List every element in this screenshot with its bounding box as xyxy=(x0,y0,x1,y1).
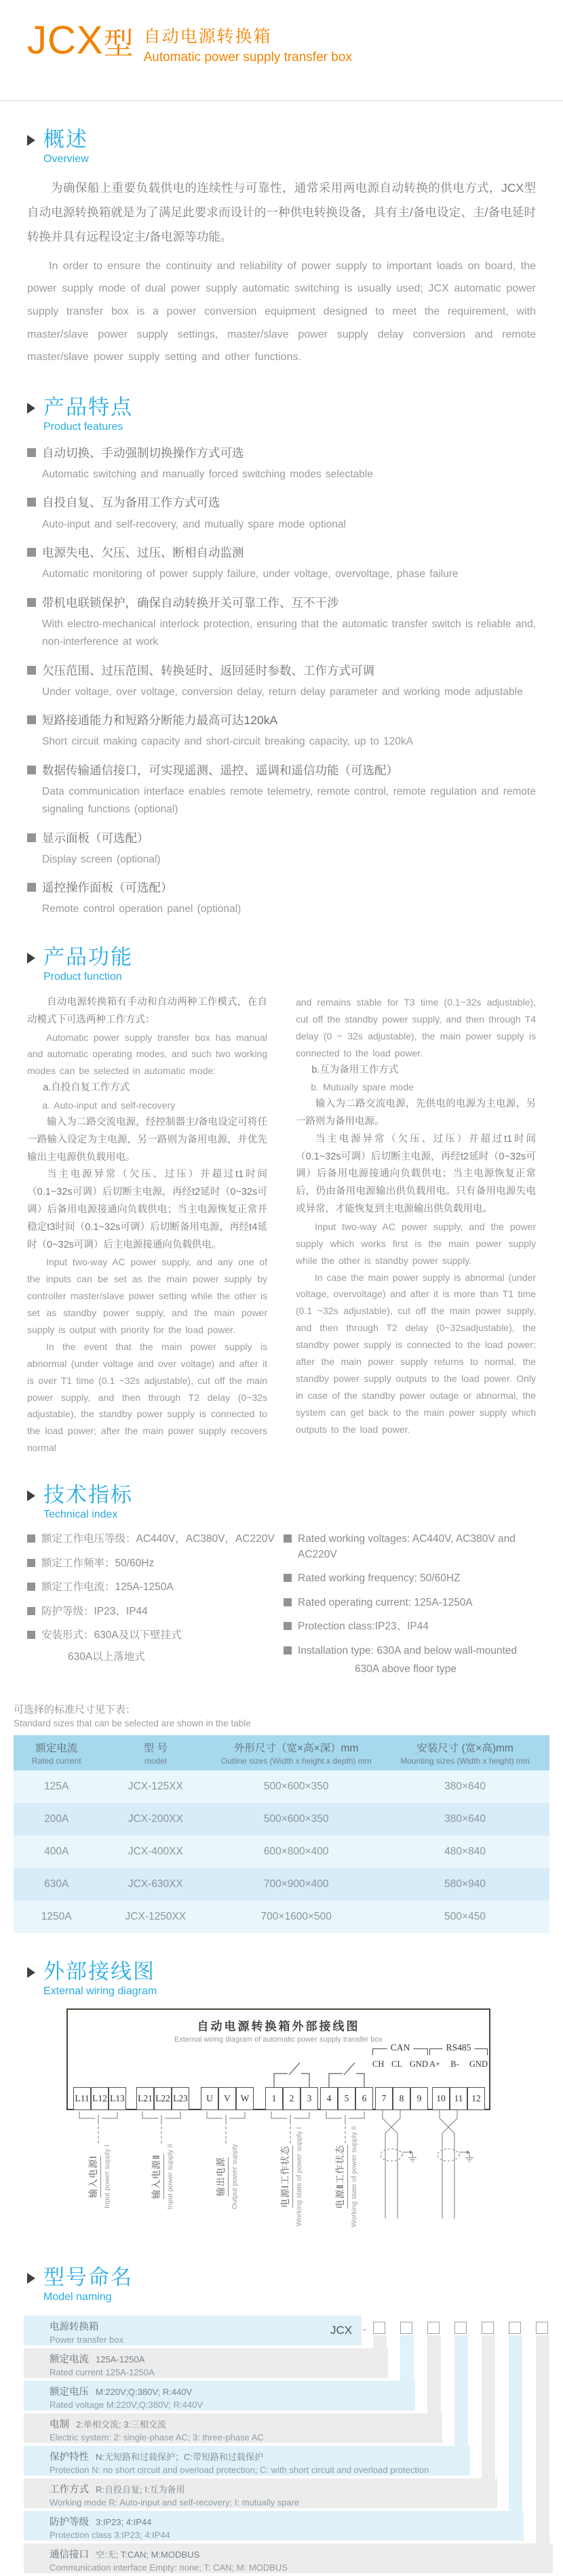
sizes-note-zh: 可选择的标准尺寸见下表： xyxy=(14,1704,136,1716)
naming-row-working-mode: 工作方式 R:自投自复; I:互为备用 Working mode R: Auto-input and self-recovery; I: mutually spare xyxy=(24,2478,497,2508)
section-overview xyxy=(0,128,563,369)
wiring-diagram-box xyxy=(66,2008,490,2110)
col-mounting-sizes: 安装尺寸 (宽×高)mm Mounting sizes (Width x height) mm xyxy=(381,1735,549,1770)
features-heading-en: Product features xyxy=(43,420,123,433)
terminal-cell: 3 xyxy=(300,2087,318,2110)
square-bullet-icon xyxy=(284,1622,292,1630)
table-row: 200A JCX-200XX 500×600×350 380×640 xyxy=(14,1803,549,1836)
naming-row-communication: 通信接口 空:无; T:CAN; M:MODBUS Communication interface Empty: none; T: CAN; M: MODBUS xyxy=(24,2543,553,2573)
naming-connector xyxy=(427,2335,441,2413)
terminal-group-input1 xyxy=(73,2087,126,2110)
feature-item xyxy=(27,494,536,534)
table-header-row xyxy=(14,1735,549,1770)
overview-heading-en: Overview xyxy=(43,153,89,165)
technical-item: 额定工作电压等级：AC440V，AC380V，AC220V xyxy=(27,1532,284,1547)
terminal-group-input2 xyxy=(136,2087,189,2110)
terminal-cell: V xyxy=(218,2087,236,2110)
square-bullet-icon xyxy=(284,1598,292,1606)
function-paragraph: a.自投自复工作方式 xyxy=(43,1082,130,1094)
function-paragraph: 自动电源转换箱有手动和自动两种工作模式，在自动模式下可选两种工作方式： xyxy=(27,996,267,1025)
function-paragraph: Input two-way AC power supply, and any one of the inputs can be set as the main power supply by controller master/slave power setting while the other is set as standby power supply, and the main power supply is output with priority for the load power. xyxy=(27,1256,267,1335)
technical-heading xyxy=(27,1484,536,1521)
square-bullet-icon xyxy=(27,1631,35,1639)
pin-gnd: GND xyxy=(469,2059,488,2069)
terminal-cell: 6 xyxy=(355,2087,373,2110)
technical-item: 防护等级：IP23、IP44 xyxy=(27,1604,284,1619)
square-bullet-icon xyxy=(27,883,36,892)
technical-item-continued: 630A above floor type xyxy=(355,1663,457,1676)
features-heading xyxy=(27,396,536,433)
feature-en: Automatic monitoring of power supply failure, under voltage, overvoltage, phase failure xyxy=(42,568,459,580)
header xyxy=(0,0,563,65)
naming-code-box xyxy=(454,2322,467,2334)
function-columns xyxy=(27,994,536,1457)
sizes-note xyxy=(14,1702,563,1728)
naming-code-box xyxy=(427,2322,440,2334)
triangle-bullet-icon xyxy=(27,1490,35,1501)
can-pins xyxy=(372,2059,428,2069)
vlabel-zh: 输出电源 xyxy=(213,2157,229,2196)
section-function xyxy=(0,946,563,1457)
terminal-cell: U xyxy=(201,2087,218,2110)
feature-zh: 数据传输通信接口，可实现遥测、遥控、遥调和遥信功能（可选配） xyxy=(42,763,398,777)
vlabel-zh: 输入电源Ⅱ xyxy=(149,2154,164,2199)
col-outline-sizes: 外形尺寸（宽×高×深）mm Outline sizes (Width x height x depth) mm xyxy=(212,1735,381,1770)
pin-gnd: GND xyxy=(409,2059,428,2069)
can-bracket-icon xyxy=(372,2042,428,2055)
overview-paragraph-en: In order to ensure the continuity and reliability of power supply to important loads on board, the power supply mode of dual power supply automatic switching is usually used; JCX automatic power supply transfer box is a power conversion equipment designed to meet the requirement, with master/slave power supply settings, master/slave power supply delay conversion and remote master/slave power supply setting and other functions. xyxy=(27,260,536,363)
can-bus-label xyxy=(372,2042,428,2069)
vlabel-zh: 电源Ⅰ工作状态 xyxy=(277,2145,293,2208)
wiring-heading xyxy=(27,1960,536,1998)
terminal-cell: L11 xyxy=(73,2087,91,2110)
vlabel-en: Input power supply I xyxy=(103,2145,111,2209)
wiring-heading-en: External wiring diagram xyxy=(43,1985,157,1998)
technical-item-continued: 630A以上落地式 xyxy=(68,1650,145,1663)
technical-en-list xyxy=(284,1532,536,1684)
terminal-group-output xyxy=(201,2087,254,2110)
feature-item xyxy=(27,829,536,869)
feature-item xyxy=(27,879,536,919)
function-paragraph: b. Mutually spare mode xyxy=(311,1082,414,1093)
feature-item xyxy=(27,761,536,819)
feature-en: Data communication interface enables remote telemetry, remote control, remote regulation and remote signaling functions (optional) xyxy=(42,785,536,816)
vertical-label-input1 xyxy=(79,2122,117,2231)
naming-prefix: JCX xyxy=(330,2324,353,2337)
technical-item: 额定工作频率：50/60Hz xyxy=(27,1556,284,1571)
function-paragraph: In the event that the main power supply is abnormal (under voltage and over voltage) and after it is over T1 time (0.1 ~32s adjustable), cut off the main power supply, and then through T2 delay (0~32s adjustable), the standby power supply is connected to the load power; after the main power supply recovers normal xyxy=(27,1341,267,1454)
overview-heading xyxy=(27,128,536,165)
square-bullet-icon xyxy=(27,1583,35,1591)
naming-connector xyxy=(536,2335,549,2543)
brand xyxy=(27,20,536,65)
naming-code-box xyxy=(373,2322,385,2334)
terminal-cell: 9 xyxy=(410,2087,428,2110)
feature-zh: 显示面板（可选配） xyxy=(42,831,149,845)
naming-connector xyxy=(373,2335,387,2349)
model-suffix: 型 xyxy=(103,27,134,60)
square-bullet-icon xyxy=(284,1646,292,1654)
section-features xyxy=(0,396,563,919)
feature-en: Auto-input and self-recovery, and mutually spare mode optional xyxy=(42,518,346,530)
rs485-pins xyxy=(429,2059,488,2069)
function-paragraph: a. Auto-input and self-recovery xyxy=(42,1100,176,1111)
naming-heading xyxy=(27,2266,536,2303)
feature-en: Display screen (optional) xyxy=(42,853,161,865)
triangle-bullet-icon xyxy=(27,135,35,146)
terminal-cell: 7 xyxy=(375,2087,393,2110)
square-bullet-icon xyxy=(27,498,36,507)
technical-heading-zh: 技术指标 xyxy=(43,1483,133,1507)
vlabel-en: Working state of power supply I xyxy=(295,2127,303,2227)
triangle-bullet-icon xyxy=(27,953,35,964)
feature-zh: 自投自复、互为备用工作方式可选 xyxy=(42,496,220,510)
square-bullet-icon xyxy=(27,1607,35,1615)
triangle-bullet-icon xyxy=(27,403,35,414)
technical-heading-en: Technical index xyxy=(43,1509,118,1521)
table-row: 630A JCX-630XX 700×900×400 580×940 xyxy=(14,1868,549,1901)
features-heading-zh: 产品特点 xyxy=(43,395,133,419)
naming-separator: - xyxy=(363,2324,366,2336)
naming-code-box xyxy=(536,2322,548,2334)
pin-b-minus: B- xyxy=(450,2059,459,2069)
terminal-cell: 8 xyxy=(393,2087,410,2110)
technical-item: Rated operating current: 125A-1250A xyxy=(284,1596,536,1610)
vertical-label-input2 xyxy=(142,2122,180,2231)
table-row: 400A JCX-400XX 600×800×400 480×840 xyxy=(14,1836,549,1868)
naming-connector xyxy=(482,2335,495,2478)
model-naming-diagram xyxy=(24,2316,553,2576)
feature-item xyxy=(27,594,536,652)
product-title-en: Automatic power supply transfer box xyxy=(143,50,352,64)
feature-zh: 自动切换、手动强制切换操作方式可选 xyxy=(42,445,244,460)
overview-paragraph-zh: 为确保船上重要负载供电的连续性与可靠性，通常采用两电源自动转换的供电方式，JCX型自动电源转换箱就是为了满足此要求而设计的一种供电转换设备，具有主/备电设定、主/备电延时转换并具有远程设定主/备电源等功能。 xyxy=(27,181,536,243)
naming-heading-en: Model naming xyxy=(43,2291,112,2303)
header-divider xyxy=(0,100,563,101)
function-paragraph: Automatic power supply transfer box has manual and automatic operating modes, and such two working modes can be selected in automatic mode: xyxy=(27,1031,267,1077)
rs485-bus-label xyxy=(429,2042,488,2069)
naming-row-electric-system: 电制 2:单相交流; 3:三相交流 Electric system: 2: single-phase AC; 3: three-phase AC xyxy=(24,2413,442,2443)
section-technical xyxy=(0,1484,563,1684)
terminal-cell: L22 xyxy=(154,2087,172,2110)
feature-item xyxy=(27,711,536,751)
rs485-bracket-icon xyxy=(429,2042,488,2055)
vlabel-zh: 电源Ⅱ工作状态 xyxy=(332,2145,348,2209)
feature-item xyxy=(27,444,536,484)
technical-item: Installation type: 630A and below wall-mounted xyxy=(284,1644,536,1659)
feature-item xyxy=(27,544,536,584)
square-bullet-icon xyxy=(27,598,36,607)
product-model xyxy=(27,20,134,62)
vertical-label-state2 xyxy=(326,2122,364,2231)
vlabel-en: Working state of power supply II xyxy=(350,2126,358,2227)
function-paragraph: Input two-way AC power supply, and the power supply which works first is the main power supply while the other is standby power supply. xyxy=(296,1221,536,1266)
naming-row-protection: 保护特性 N:无短路和过载保护；C:带短路和过载保护 Protection N: no short circuit and overload protection; C: with short circuit and overload protection xyxy=(24,2446,470,2476)
section-sizes xyxy=(0,1702,563,1933)
terminal-cell: L21 xyxy=(136,2087,154,2110)
model-code: JCX xyxy=(27,18,104,62)
terminal-cell: 10 xyxy=(432,2087,450,2110)
feature-en: With electro-mechanical interlock protection, ensuring that the automatic transfer switch is reliable and, non-interference at work xyxy=(42,618,536,648)
feature-zh: 短路接通能力和短路分断能力最高可达120kA xyxy=(42,713,278,728)
function-right-column xyxy=(296,994,536,1457)
vlabel-en: Input power supply II xyxy=(166,2143,174,2210)
terminal-cell: L12 xyxy=(91,2087,109,2110)
terminal-group-state2 xyxy=(320,2087,373,2110)
square-bullet-icon xyxy=(27,766,36,774)
function-paragraph: 输入为二路交流电源，经控制器主/备电设定可将任一路输入设定为主电源，另一路则为备用电源，并优先输出主电源供负载用电。 xyxy=(27,1116,267,1163)
feature-zh: 带机电联锁保护，确保自动转换开关可靠工作、互不干涉 xyxy=(42,595,339,610)
function-left-column xyxy=(27,994,267,1457)
pin-a-plus: A+ xyxy=(429,2059,441,2069)
function-paragraph: 当主电源异常（欠压、过压）并超过t1时间（0.1~32s可调）后切断主电源，再经t2延时（0~32s可调）后备用电源接通向负载供电；当主电源恢复正常后，仍由备用电源输出供负载用电。只有备用电源失电或异常，才能恢复到主电源输出供负载用电。 xyxy=(296,1133,536,1215)
square-bullet-icon xyxy=(27,448,36,457)
naming-row-protection-class: 防护等级 3:IP23; 4:IP44 Protection class 3:IP23; 4:IP44 xyxy=(24,2511,524,2541)
naming-row-rated-voltage: 额定电压 M:220V;Q:380V; R:440V Rated voltage M:220V;Q:380V; R:440V xyxy=(24,2381,415,2411)
function-paragraph: and remains stable for T3 time (0.1~32s adjustable), cut off the standby power supply, and then through T4 delay (0 ~ 32s adjustable), the main power supply is connected to the load power. xyxy=(296,996,536,1058)
feature-zh: 电源失电、欠压、过压、断相自动监测 xyxy=(42,545,244,559)
feature-zh: 欠压范围、过压范围、转换延时、返回延时参数、工作方式可调 xyxy=(42,663,374,677)
square-bullet-icon xyxy=(284,1574,292,1582)
wiring-heading-zh: 外部接线图 xyxy=(43,1960,155,1984)
technical-item: 安装形式：630A及以下壁挂式 xyxy=(27,1628,284,1643)
col-rated-current: 额定电流 Rated current xyxy=(14,1735,99,1770)
triangle-bullet-icon xyxy=(27,2273,35,2284)
naming-connector xyxy=(400,2335,414,2381)
table-row: 125A JCX-125XX 500×600×350 380×640 xyxy=(14,1770,549,1803)
feature-en: Automatic switching and manually forced switching modes selectable xyxy=(42,469,373,481)
wiring-diagram-title-en: External wiring diagram of automatic power supply transfer box xyxy=(174,2036,383,2044)
square-bullet-icon xyxy=(27,666,36,675)
terminal-group-can xyxy=(375,2087,428,2110)
square-bullet-icon xyxy=(27,1559,35,1567)
feature-en: Remote control operation panel (optional) xyxy=(42,903,241,915)
feature-en: Under voltage, over voltage, conversion delay, return delay parameter and working mode adjustable xyxy=(42,686,523,698)
function-heading xyxy=(27,946,536,983)
naming-code-box xyxy=(509,2322,521,2334)
feature-zh: 遥控操作面板（可选配） xyxy=(42,881,173,895)
function-paragraph: 输入为二路交流电源，先供电的电源为主电源，另一路则为备用电源。 xyxy=(296,1098,536,1128)
function-paragraph: In case the main power supply is abnormal (under voltage, overvoltage) and after it is more than T1 time (0.1 ~32s adjustable), cut off the main power supply, and then through T2 delay (0~32sadjustable), the standby power supply is connected to the load power; after the main power supply returns to normal, the standby power supply outputs to the load power. Only in case of the standby power outage or abnormal, the system can get back to the main power supply which outputs to the load power. xyxy=(296,1271,536,1435)
wiring-diagram xyxy=(66,2008,490,2239)
naming-row-rated-current: 额定电流 125A-1250A Rated current 125A-1250A xyxy=(24,2348,388,2378)
vertical-label-state1 xyxy=(271,2122,309,2231)
section-wiring xyxy=(0,1960,563,1998)
triangle-bullet-icon xyxy=(27,1967,35,1978)
terminal-cell: 11 xyxy=(450,2087,467,2110)
overview-heading-zh: 概述 xyxy=(43,127,88,151)
feature-en: Short circuit making capacity and short-circuit breaking capacity, up to 120kA xyxy=(42,736,413,748)
col-model: 型 号 model xyxy=(99,1735,212,1770)
square-bullet-icon xyxy=(27,833,36,842)
terminal-cell: L13 xyxy=(109,2087,126,2110)
function-heading-en: Product function xyxy=(43,970,122,983)
function-paragraph: 当主电源异常（欠压、过压）并超过t1时间（0.1~32s可调）后切断主电源，再经t2延时（0~32s可调）后备用电源接通向负载供电；当主电源恢复正常并稳定t3时间（0.1~32s可调）后切断备用电源，再经t4延时（0~32s可调）后主电源接通向负载供电。 xyxy=(27,1169,267,1250)
naming-row-transfer-box: 电源转换箱 Power transfer box xyxy=(24,2316,362,2345)
technical-columns xyxy=(27,1532,536,1684)
terminal-cell: 12 xyxy=(467,2087,485,2110)
sizes-note-en: Standard sizes that can be selected are shown in the table xyxy=(14,1718,251,1729)
naming-heading-zh: 型号命名 xyxy=(43,2265,133,2290)
naming-connector xyxy=(454,2335,468,2446)
terminal-cell: L23 xyxy=(172,2087,189,2110)
technical-item: Rated working frequency: 50/60HZ xyxy=(284,1571,536,1586)
technical-item: Protection class:IP23、IP44 xyxy=(284,1619,536,1634)
naming-connector xyxy=(509,2335,522,2511)
technical-item: Rated working voltages: AC440V, AC380V and AC220V xyxy=(284,1532,536,1562)
wiring-diagram-title-zh: 自动电源转换箱外部接线图 xyxy=(197,2020,360,2034)
square-bullet-icon xyxy=(27,1534,35,1543)
technical-item: 额定工作电流：125A-1250A xyxy=(27,1580,284,1595)
rs485-bus-name: RS485 xyxy=(443,2042,475,2053)
sizes-table xyxy=(14,1735,549,1933)
technical-zh-list xyxy=(27,1532,284,1684)
square-bullet-icon xyxy=(284,1534,292,1543)
function-heading-zh: 产品功能 xyxy=(43,945,133,969)
square-bullet-icon xyxy=(27,715,36,724)
pin-ch: CH xyxy=(372,2059,385,2069)
terminal-cell: 4 xyxy=(320,2087,338,2110)
vlabel-en: Output power supply xyxy=(231,2144,239,2210)
square-bullet-icon xyxy=(27,548,36,557)
table-row: 1250A JCX-1250XX 700×1600×500 500×450 xyxy=(14,1901,549,1933)
vertical-label-output xyxy=(207,2122,245,2231)
section-naming xyxy=(0,2266,563,2303)
terminal-group-rs485 xyxy=(432,2087,485,2110)
terminal-cell: W xyxy=(236,2087,254,2110)
feature-item xyxy=(27,662,536,702)
terminal-group-state1 xyxy=(265,2087,318,2110)
function-paragraph: b.互为备用工作方式 xyxy=(311,1064,399,1075)
naming-code-box xyxy=(482,2322,494,2334)
can-bus-name: CAN xyxy=(387,2042,414,2053)
product-title-zh: 自动电源转换箱 xyxy=(143,27,272,46)
pin-cl: CL xyxy=(391,2059,403,2069)
naming-code-box xyxy=(400,2322,412,2334)
terminal-cell: 1 xyxy=(265,2087,283,2110)
product-titles xyxy=(144,23,352,65)
vlabel-zh: 输入电源Ⅰ xyxy=(85,2156,101,2198)
terminal-cell: 2 xyxy=(283,2087,300,2110)
terminal-cell: 5 xyxy=(338,2087,355,2110)
